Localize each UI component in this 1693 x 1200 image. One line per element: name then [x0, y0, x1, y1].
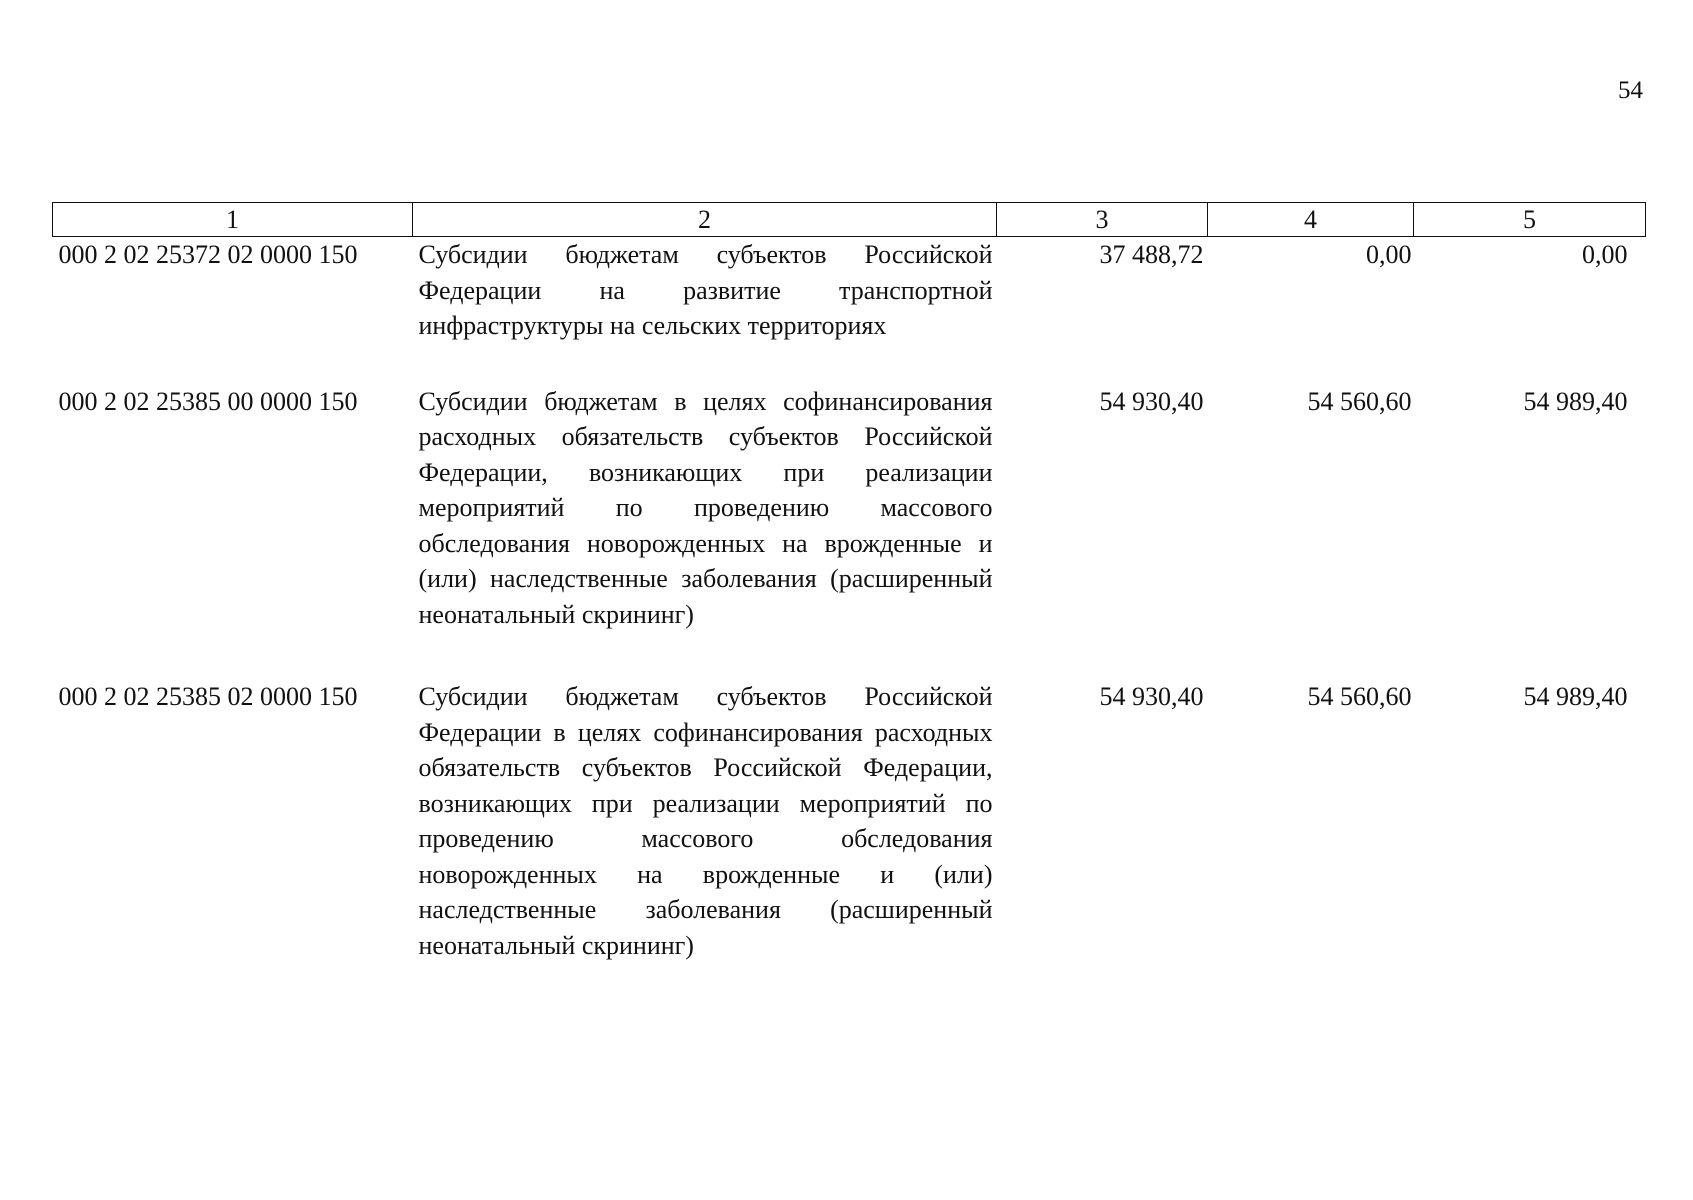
amount-col-4: 54 560,60 [1307, 682, 1412, 711]
table-body [53, 237, 1646, 964]
amount-col-4: 54 560,60 [1307, 386, 1412, 416]
table-row [53, 679, 1646, 963]
table-row [53, 384, 1646, 680]
amount-col-3: 37 488,72 [1099, 240, 1204, 269]
header-col-5: 5 [1414, 203, 1646, 237]
amount-col-5: 54 989,40 [1523, 386, 1628, 416]
table-row [53, 237, 1646, 384]
item-name: Субсидии бюджетам субъектов Российской Федерации в целях софинансирования расходных обязательств субъектов Российской Федерации, возникающих при реализации мероприятий по проведению массового обследования новорожденных на врожденные и (или) наследственные заболевания (расширенный неонатальный скрининг) [418, 682, 993, 960]
item-name: Субсидии бюджетам субъектов Российской Федерации на развитие транспортной инфраструктуры на сельских территориях [418, 240, 993, 340]
item-name: Субсидии бюджетам в целях софинансирования расходных обязательств субъектов Российской Федерации, возникающих при реализации мероприятий по проведению массового обследования новорожденных на врожденные и (или) наследственные заболевания (расширенный неонатальный скрининг) [418, 386, 993, 629]
budget-code: 000 2 02 25385 02 0000 150 [58, 682, 358, 711]
amount-col-3: 54 930,40 [1099, 386, 1204, 416]
amount-col-5: 0,00 [1582, 240, 1628, 269]
budget-code: 000 2 02 25385 00 0000 150 [58, 386, 358, 416]
budget-table [52, 202, 1646, 963]
header-col-1: 1 [53, 203, 413, 237]
page-number: 54 [1618, 77, 1643, 104]
header-row [53, 203, 1646, 237]
header-col-3: 3 [997, 203, 1208, 237]
amount-col-5: 54 989,40 [1523, 682, 1628, 711]
header-col-2: 2 [413, 203, 997, 237]
amount-col-4: 0,00 [1366, 240, 1412, 269]
amount-col-3: 54 930,40 [1099, 682, 1204, 711]
header-col-4: 4 [1208, 203, 1414, 237]
budget-code: 000 2 02 25372 02 0000 150 [58, 240, 358, 269]
table-header [53, 203, 1646, 237]
